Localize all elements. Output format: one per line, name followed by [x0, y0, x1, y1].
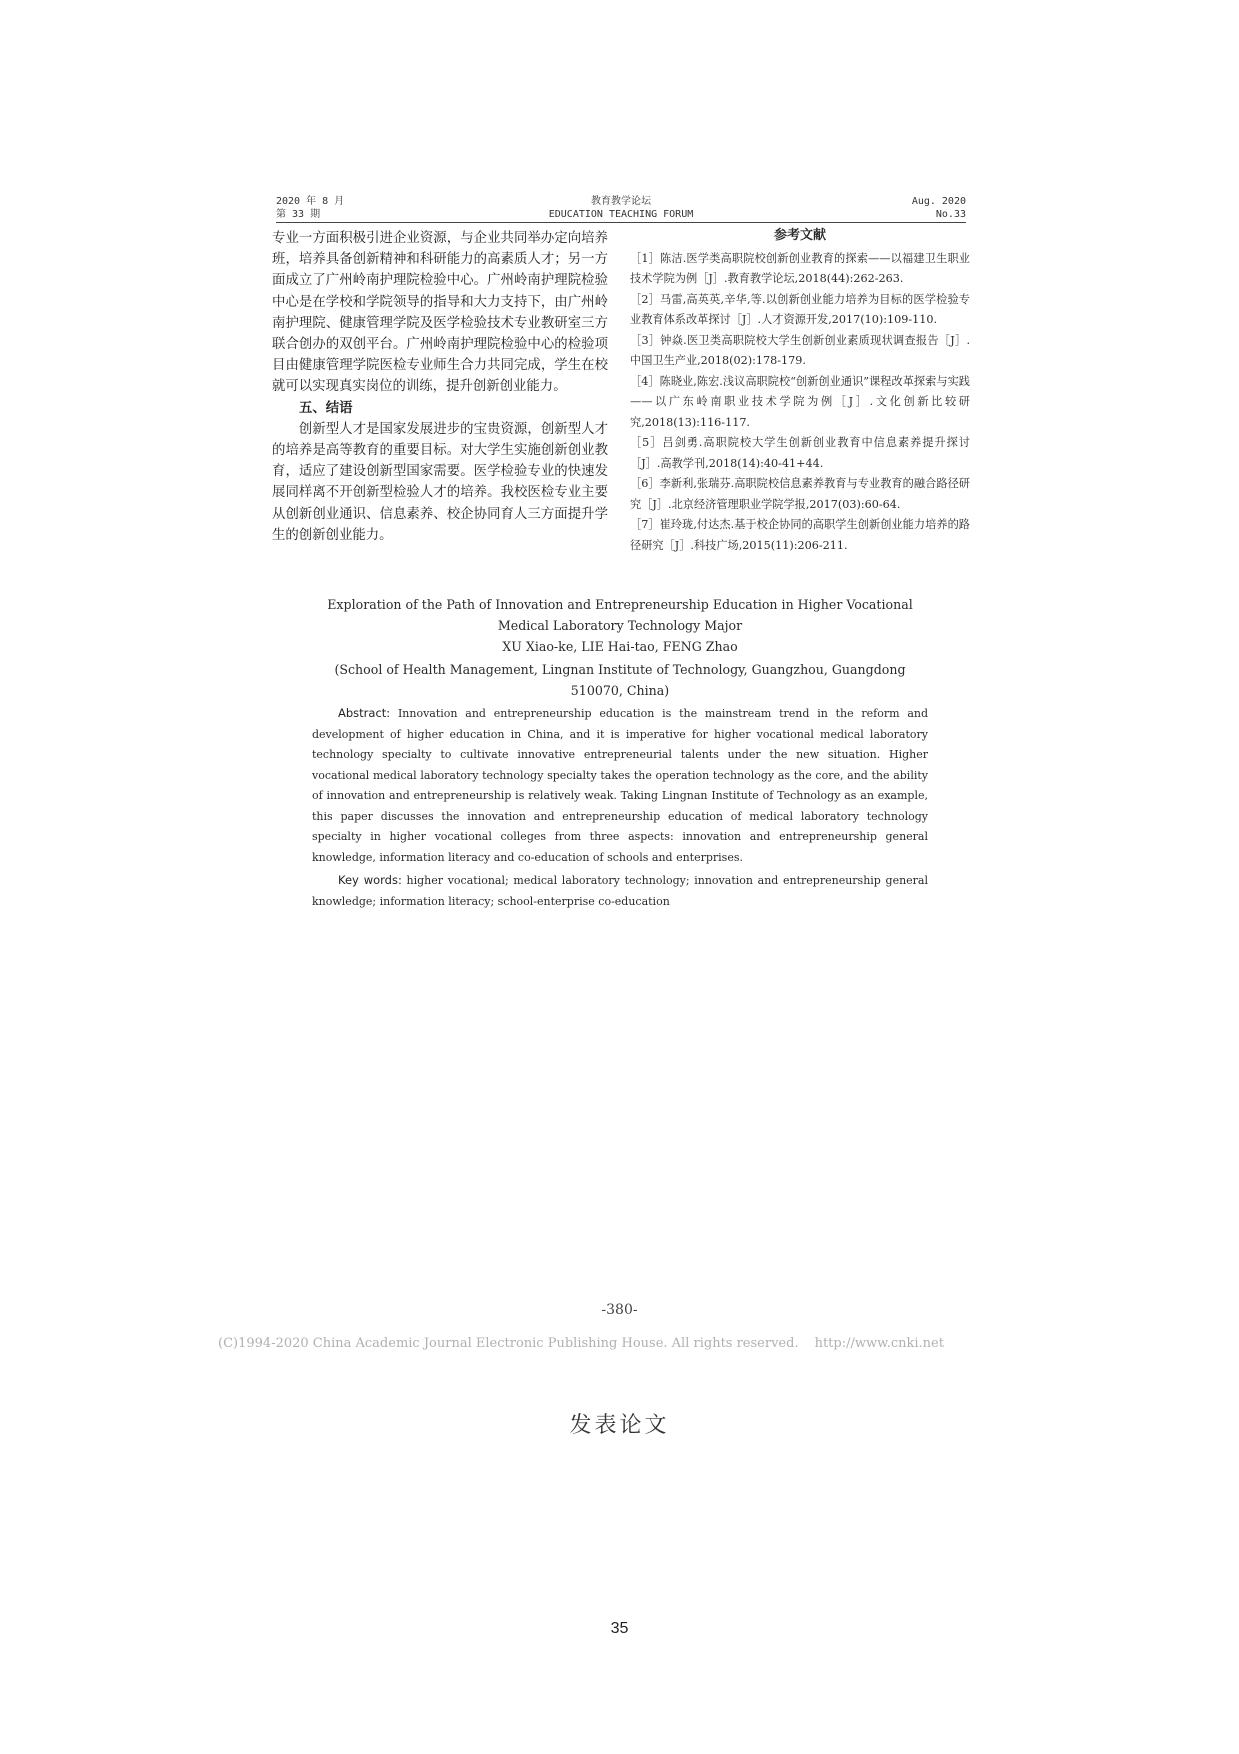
- copyright-notice: [218, 1336, 978, 1351]
- keywords-text: higher vocational; medical laboratory technology; innovation and entrepreneurship general knowledge; information literacy; school-enterprise co-education: [312, 874, 929, 908]
- cnki-url: http://www.cnki.net: [814, 1336, 944, 1351]
- header-center: [276, 195, 966, 221]
- header-date-en: Aug. 2020: [911, 196, 966, 207]
- header-issue-en: No.33: [935, 209, 966, 220]
- reference-item: ［2］马雷,高英英,辛华,等.以创新创业能力培养为目标的医学检验专业教育体系改革探讨［J］.人才资源开发,2017(10):109-110.: [630, 292, 970, 326]
- keywords-label: Key words:: [338, 873, 402, 887]
- copyright-text: (C)1994-2020 China Academic Journal Electronic Publishing House. All rights reserved.: [218, 1336, 799, 1351]
- body-paragraph-2: 创新型人才是国家发展进步的宝贵资源，创新型人才的培养是高等教育的重要目标。对大学生实施创新创业教育，适应了建设创新型国家需要。医学检验专业的快速发展同样离不开创新型检验人才的培养。我校医检专业主要从创新创业通识、信息素养、校企协同育人三方面提升学生的创新创业能力。: [272, 421, 608, 543]
- english-affiliation: (School of Health Management, Lingnan Institute of Technology, Guangzhou, Guangdong 510070, China): [334, 662, 906, 698]
- body-paragraph-1: 专业一方面积极引进企业资源，与企业共同举办定向培养班，培养具备创新精神和科研能力的高素质人才；另一方面成立了广州岭南护理院检验中心。广州岭南护理院检验中心是在学校和学院领导的指导和大力支持下，由广州岭南护理院、健康管理学院及医学检验技术专业教研室三方联合创办的双创平台。广州岭南护理院检验中心的检验项目由健康管理学院医检专业师生合力共同完成，学生在校就可以实现真实岗位的训练，提升创新创业能力。: [272, 231, 608, 395]
- header-right: [912, 195, 966, 221]
- reference-item: ［7］崔玲珑,付达杰.基于校企协同的高职学生创新创业能力培养的路径研究［J］.科技广场,2015(11):206-211.: [630, 518, 970, 552]
- body-column: [272, 228, 608, 546]
- english-title: Exploration of the Path of Innovation and Entrepreneurship Education in Higher Vocational Medical Laboratory Technology Major: [327, 597, 913, 633]
- section-caption: 发表论文: [569, 1413, 670, 1438]
- reference-item: ［3］钟焱.医卫类高职院校大学生创新创业素质现状调查报告［J］.中国卫生产业,2018(02):178-179.: [630, 333, 970, 367]
- abstract-text: Innovation and entrepreneurship education is the mainstream trend in the reform and development of higher education in China, and it is imperative for higher vocational medical laboratory technology specialty to cultivate innovative entrepreneurial talents under the new situation. Higher vocational medical laboratory technology specialty takes the operation technology as the core, and the ability of innovation and entrepreneurship is relatively weak. Taking Lingnan Institute of Technology as an example, this paper discusses the innovation and entrepreneurship education of medical laboratory technology specialty in higher vocational colleges from three aspects: innovation and entrepreneurship general knowledge, information literacy and co-education of schools and enterprises.: [312, 707, 928, 864]
- reference-item: ［4］陈晓业,陈宏.浅议高职院校“创新创业通识”课程改革探索与实践——以广东岭南职业技术学院为例［J］.文化创新比较研究,2018(13):116-117.: [630, 374, 970, 429]
- abstract-label: Abstract:: [338, 706, 391, 720]
- english-keywords: [312, 870, 928, 912]
- journal-name-cn: 教育教学论坛: [591, 196, 651, 207]
- journal-name-en: EDUCATION TEACHING FORUM: [548, 209, 694, 220]
- reference-item: ［6］李新利,张瑞芬.高职院校信息素养教育与专业教育的融合路径研究［J］.北京经济管理职业学院学报,2017(03):60-64.: [630, 477, 970, 511]
- document-page-number: 35: [610, 1620, 629, 1637]
- reference-item: ［1］陈洁.医学类高职院校创新创业教育的探索——以福建卫生职业技术学院为例［J］.教育教学论坛,2018(44):262-263.: [630, 251, 970, 285]
- references-column: [630, 226, 970, 556]
- journal-page-number: -380-: [601, 1302, 638, 1318]
- english-authors: XU Xiao-ke, LIE Hai-tao, FENG Zhao: [502, 639, 738, 654]
- journal-header: [276, 192, 966, 223]
- header-date-cn: 2020 年 8 月: [276, 196, 345, 207]
- references-title: 参考文献: [773, 228, 826, 243]
- english-abstract: [312, 703, 928, 868]
- english-abstract-block: [312, 594, 928, 912]
- reference-item: ［5］吕剑勇.高职院校大学生创新创业教育中信息素养提升探讨［J］.高教学刊,2018(14):40-41+44.: [630, 436, 970, 470]
- section-heading: 五、结语: [299, 399, 353, 416]
- header-issue-cn: 第 33 期: [276, 209, 321, 220]
